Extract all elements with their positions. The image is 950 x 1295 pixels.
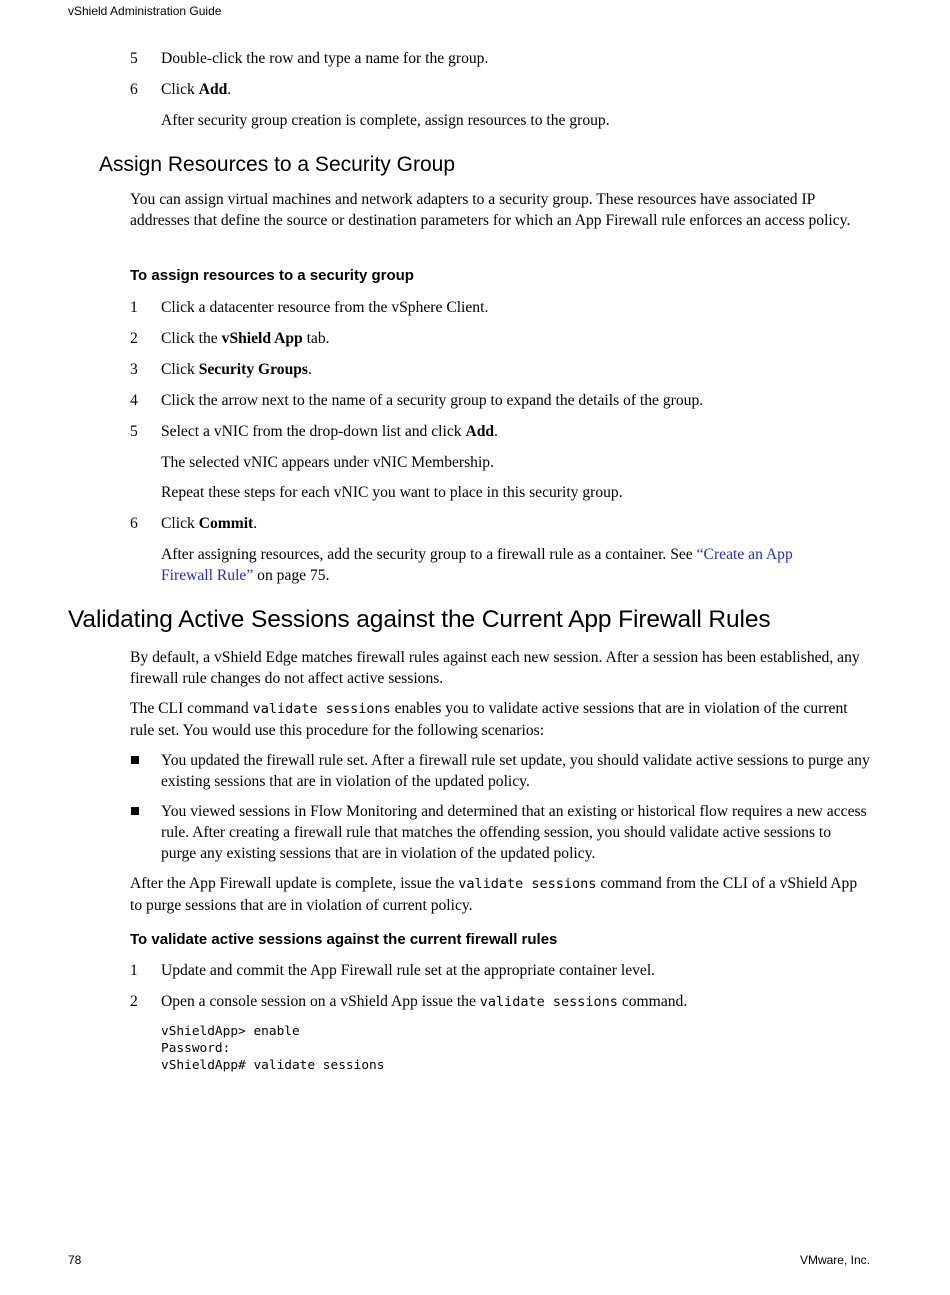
section-heading-validate: Validating Active Sessions against the Current App Firewall Rules (68, 606, 771, 633)
code-line: Password: (161, 1041, 231, 1056)
step-number: 1 (130, 962, 138, 979)
bullet-text: You updated the firewall rule set. After a firewall rule set update, you should validate active sessions to purge any existing sessions that are in violation of the updated policy. (161, 752, 870, 790)
validate-paragraph-1: By default, a vShield Edge matches firewall rules against each new session. After a session has been established, any firewall rule changes do not affect active sessions. (130, 649, 860, 687)
assign-intro-paragraph: You can assign virtual machines and network adapters to a security group. These resources have associated IP addresses that define the source or destination parameters for which an App Firewall rule enforces an access policy. (130, 191, 851, 229)
step-number: 3 (130, 361, 138, 378)
bullet-square-icon (131, 756, 139, 764)
step-text: Select a vNIC from the drop-down list and click Add. (161, 423, 498, 440)
step-text: Click the vShield App tab. (161, 330, 330, 347)
bullet-text: You viewed sessions in Flow Monitoring and determined that an existing or historical flow requires a new access rule. After creating a firewall rule that matches the offending session, you should validate active sessions to purge any existing sessions that are in violation of the updated policy. (161, 803, 867, 862)
section-heading-assign: Assign Resources to a Security Group (99, 153, 455, 176)
procedure-title-assign: To assign resources to a security group (130, 267, 414, 284)
inline-code: validate sessions (479, 994, 618, 1010)
step-note: Repeat these steps for each vNIC you want to place in this security group. (161, 484, 623, 501)
step-text: Click Add. (161, 81, 232, 98)
procedure-title-validate: To validate active sessions against the current firewall rules (130, 931, 558, 948)
code-line: vShieldApp> enable (161, 1024, 300, 1039)
inline-code: validate sessions (252, 701, 391, 717)
validate-paragraph-3: After the App Firewall update is complete, issue the validate sessions command from the CLI of a vShield App to purge sessions that are in violation of current policy. (130, 875, 858, 914)
step-text: Click Commit. (161, 515, 258, 532)
step-number: 2 (130, 993, 138, 1010)
step-number: 5 (130, 423, 138, 440)
assign-after-note: After assigning resources, add the security group to a firewall rule as a container. See “Create an App Firewall Rule” on page 75. (161, 546, 793, 584)
step-number: 5 (130, 50, 138, 67)
step-text: Click a datacenter resource from the vSphere Client. (161, 299, 489, 316)
step-number: 6 (130, 81, 138, 98)
step-number: 4 (130, 392, 138, 409)
cross-reference-link[interactable]: “Create an App (696, 546, 793, 563)
step-text: Click the arrow next to the name of a security group to expand the details of the group. (161, 392, 704, 409)
step-number: 6 (130, 515, 138, 532)
bullet-square-icon (131, 807, 139, 815)
validate-paragraph-2: The CLI command validate sessions enables you to validate active sessions that are in violation of the current rule set. You would use this procedure for the following scenarios: (130, 700, 848, 739)
running-header: vShield Administration Guide (68, 4, 222, 18)
step-number: 1 (130, 299, 138, 316)
step-text: Click Security Groups. (161, 361, 312, 378)
step-number: 2 (130, 330, 138, 347)
step-text: Update and commit the App Firewall rule set at the appropriate container level. (161, 962, 656, 979)
inline-code: validate sessions (458, 876, 597, 892)
cross-reference-link[interactable]: Firewall Rule” (161, 567, 254, 584)
step-text: Double-click the row and type a name for the group. (161, 50, 489, 67)
step-note: After security group creation is complete, assign resources to the group. (161, 112, 610, 129)
step-text: Open a console session on a vShield App issue the validate sessions command. (161, 993, 688, 1010)
code-line: vShieldApp# validate sessions (161, 1058, 385, 1073)
page-number: 78 (68, 1253, 82, 1267)
cli-code-block (161, 1023, 384, 1074)
step-note: The selected vNIC appears under vNIC Membership. (161, 454, 494, 471)
footer-company: VMware, Inc. (799, 1253, 870, 1267)
